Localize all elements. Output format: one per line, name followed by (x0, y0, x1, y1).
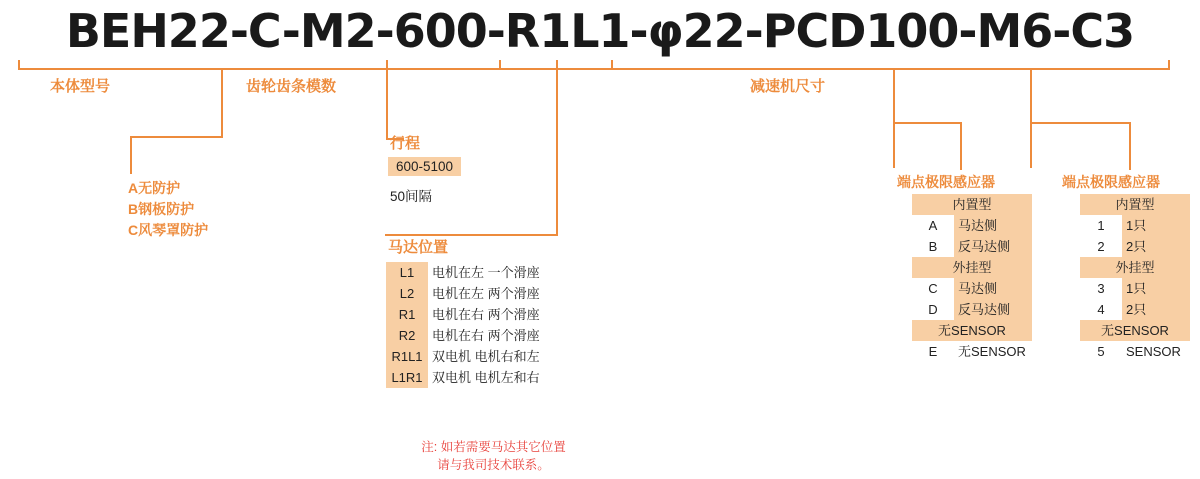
sensor-right-group-header: 无SENSOR (1080, 320, 1190, 341)
connector-sensor-left-down (960, 122, 962, 170)
sensor-right-group-header: 内置型 (1080, 194, 1190, 215)
motor-desc: 双电机 电机右和左 (432, 349, 540, 364)
sensor-left-key: B (928, 239, 938, 254)
table-row (386, 367, 544, 388)
sensor-right-desc: 1只 (1122, 215, 1190, 236)
table-row (912, 299, 1032, 320)
connector-body-model-down (130, 136, 132, 174)
table-row (386, 346, 544, 367)
connector-sensor-right-elbow (1030, 122, 1130, 124)
connector-stroke-drop (386, 68, 388, 140)
sensor-right-key: 5 (1097, 344, 1105, 359)
motor-note-line2: 请与我司技术联系。 (437, 458, 550, 472)
body-model-option-b: B钢板防护 (128, 201, 195, 217)
sensor-right-key: 3 (1097, 281, 1105, 296)
sensor-left-desc: 马达侧 (954, 215, 1032, 236)
connector-body-model-drop (221, 68, 223, 138)
motor-desc: 电机在左 一个滑座 (432, 265, 540, 280)
sensor-right-group-header: 外挂型 (1080, 257, 1190, 278)
connector-reducer-top (611, 68, 1169, 70)
sensor-left-desc: 无SENSOR (958, 344, 1026, 359)
connector-gear-module-top (221, 68, 387, 70)
product-code-title: BEH22-C-M2-600-R1L1-φ22-PCD100-M6-C3 (65, 4, 1135, 58)
section-title-stroke: 行程 (390, 135, 421, 152)
sensor-right-desc: 2只 (1122, 299, 1190, 320)
connector-body-model-top (18, 68, 223, 70)
table-row (1080, 194, 1190, 215)
sensor-left-desc: 马达侧 (954, 278, 1032, 299)
connector-reducer-right-tick (1168, 60, 1170, 70)
table-row (1080, 320, 1190, 341)
motor-key: R1L1 (386, 346, 428, 367)
sensor-left-desc: 反马达侧 (954, 236, 1032, 257)
table-row (386, 325, 544, 346)
sensor-left-group-header: 内置型 (912, 194, 1032, 215)
connector-body-model-elbow (130, 136, 223, 138)
motor-key: L1R1 (386, 367, 428, 388)
table-row (912, 215, 1032, 236)
sensor-left-desc: 反马达侧 (954, 299, 1032, 320)
sensor-right-table (1080, 194, 1190, 362)
connector-stroke-top (386, 68, 500, 70)
table-row (1080, 341, 1190, 362)
connector-sensor-right-down (1129, 122, 1131, 170)
section-title-sensor-left: 端点极限感应器 (897, 174, 995, 190)
sensor-left-key: A (928, 218, 938, 233)
table-row (1080, 236, 1190, 257)
sensor-left-key: D (928, 302, 938, 317)
section-title-gear-module: 齿轮齿条模数 (246, 78, 337, 95)
sensor-right-key: 4 (1097, 302, 1105, 317)
sensor-right-key: 2 (1097, 239, 1105, 254)
connector-motor-mid-tick (556, 60, 558, 68)
sensor-left-key: C (928, 281, 938, 296)
table-row (386, 304, 544, 325)
table-row (386, 262, 544, 283)
connector-sensor-left-elbow (893, 122, 961, 124)
sensor-right-desc: 2只 (1122, 236, 1190, 257)
section-title-motor-position: 马达位置 (388, 239, 449, 256)
motor-position-table (386, 262, 544, 388)
connector-sensor-left-drop (893, 68, 895, 168)
table-row (386, 283, 544, 304)
sensor-right-desc: SENSOR (1126, 344, 1181, 359)
sensor-left-key: E (928, 344, 938, 359)
motor-desc: 电机在右 两个滑座 (432, 307, 540, 322)
table-row (1080, 215, 1190, 236)
motor-desc: 电机在左 两个滑座 (432, 286, 540, 301)
section-title-reducer-size: 减速机尺寸 (750, 78, 826, 95)
stroke-range: 600-5100 (388, 157, 461, 176)
table-row (912, 320, 1032, 341)
motor-note-line1: 注: 如若需要马达其它位置 (421, 440, 566, 454)
motor-desc: 双电机 电机左和右 (432, 370, 540, 385)
sensor-left-group-header: 外挂型 (912, 257, 1032, 278)
sensor-right-key: 1 (1097, 218, 1105, 233)
body-model-option-a: A无防护 (128, 180, 181, 196)
table-row (912, 236, 1032, 257)
body-model-option-c: C风琴罩防护 (128, 222, 209, 238)
table-row (912, 194, 1032, 215)
body-model-options (128, 178, 208, 241)
table-row (1080, 257, 1190, 278)
motor-key: R1 (386, 304, 428, 325)
motor-key: L1 (386, 262, 428, 283)
section-title-sensor-right: 端点极限感应器 (1062, 174, 1160, 190)
section-title-body-model: 本体型号 (50, 78, 111, 95)
sensor-right-desc: 1只 (1122, 278, 1190, 299)
connector-body-model-left-tick (18, 60, 20, 70)
motor-key: R2 (386, 325, 428, 346)
stroke-interval: 50间隔 (390, 189, 433, 204)
table-row (912, 278, 1032, 299)
table-row (912, 257, 1032, 278)
connector-motor-drop (556, 68, 558, 236)
motor-position-note (386, 438, 601, 474)
motor-desc: 电机在右 两个滑座 (432, 328, 540, 343)
sensor-left-table (912, 194, 1032, 362)
table-row (1080, 278, 1190, 299)
motor-key: L2 (386, 283, 428, 304)
table-row (1080, 299, 1190, 320)
connector-sensor-right-drop (1030, 68, 1032, 168)
table-row (912, 341, 1032, 362)
sensor-left-group-header: 无SENSOR (912, 320, 1032, 341)
